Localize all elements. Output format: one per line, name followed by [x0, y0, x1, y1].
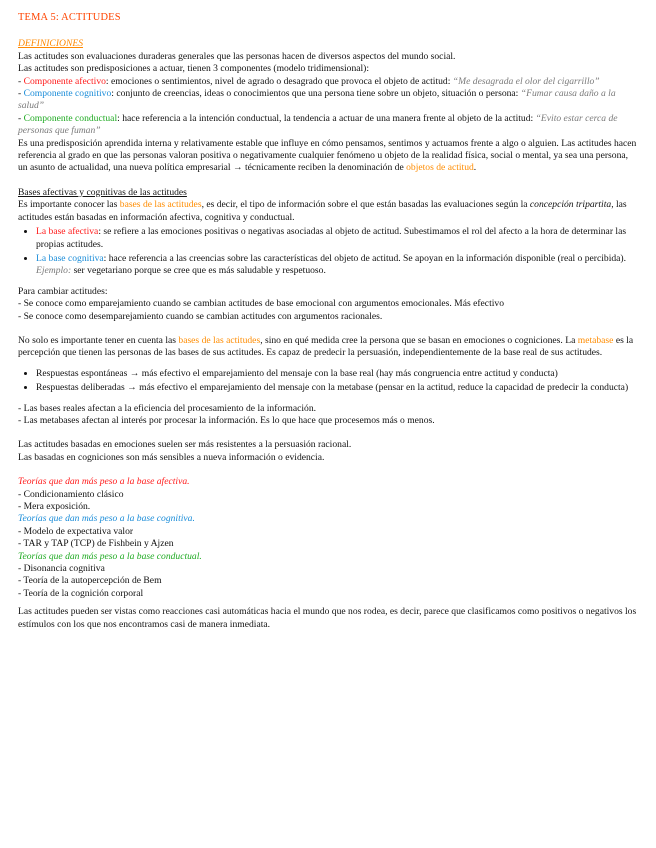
bases-highlight: bases de las actitudes — [119, 199, 202, 211]
list-item: • Respuestas deliberadas → más efectivo el emparejamiento del mensaje con la metabase (pensar en la actitud, reduce la capacidad de predecir la conducta) — [36, 382, 638, 394]
metabase-paragraph: No solo es importante tener en cuenta las bases de las actitudes, sino en qué medida cree la persona que se basan en emociones o cogniciones. La metabase es la percepción que tienen las personas de las bases de sus actitudes. Es capaz de predecir la persuasión, independientemente de la base real de sus actitudes. — [18, 334, 634, 359]
page-title: TEMA 5: ACTITUDES — [18, 12, 121, 23]
component-affective-text: : emociones o sentimientos, nivel de agrado o desagrado que provoca el objeto de actitud: — [105, 75, 453, 87]
component-cognitive-text: : conjunto de creencias, ideas o conocimientos que una persona tiene sobre un objeto, situación o persona: — [111, 88, 521, 100]
component-affective-example: “Me desagrada el olor del cigarrillo” — [452, 75, 600, 87]
list-item: - Condicionamiento clásico — [18, 488, 124, 500]
objetos-de-actitud-highlight: objetos de actitud — [406, 162, 474, 174]
resistencia-line: Las actitudes basadas en emociones suelen ser más resistentes a la persuasión racional. — [18, 439, 352, 451]
eficiencia-line: - Las bases reales afectan a la eficiencia del procesamiento de la información. — [18, 402, 317, 414]
component-affective-label: Componente afectivo — [23, 75, 106, 87]
final-paragraph: Las actitudes pueden ser vistas como reacciones casi automáticas hacia el mundo que nos rodea, es decir, parece que clasificamos como positivos o negativos los estímulos con los que nos encontramos casi de manera inmediata. — [18, 606, 637, 630]
metabase-list — [18, 368, 638, 395]
definition-line: Las actitudes son evaluaciones duraderas generales que las personas hacen de diversos aspectos del mundo social. — [18, 50, 456, 62]
eficiencia-line: - Las metabases afectan al interés por procesar la información. Es lo que hace que procesemos más o menos. — [18, 414, 435, 426]
cambiar-line: - Se conoce como desemparejamiento cuando se cambian actitudes con argumentos racionales. — [18, 310, 383, 322]
component-behavioral: - Componente conductual: hace referencia a la intención conductual, la tendencia a actuar de una manera frente al objeto de la actitud: “Evito estar cerca de personas que fuman” — [18, 112, 618, 137]
resistencia-line: Las basadas en cogniciones son más sensibles a nueva información o evidencia. — [18, 451, 325, 463]
list-item: - TAR y TAP (TCP) de Fishbein y Ajzen — [18, 538, 174, 550]
concepcion-tripartita: concepción tripartita — [529, 199, 612, 211]
bases-intro: Es importante conocer las bases de las actitudes, es decir, el tipo de información sobre el que están basadas las evaluaciones según la concepción tripartita, las actitudes están basadas en información afectiva, cognitiva y conductual. — [18, 199, 627, 223]
metabase-highlight: metabase — [577, 334, 614, 346]
list-item: - Teoría de la autopercepción de Bem — [18, 575, 162, 587]
bases-highlight: bases de las actitudes — [178, 334, 261, 346]
list-item: • Respuestas espontáneas → más efectivo el emparejamiento del mensaje con la base real (hay más congruencia entre actitud y conducta) — [36, 368, 638, 380]
example-label: Ejemplo: — [36, 265, 72, 277]
section-heading-definiciones: DEFINICIONES — [18, 38, 84, 50]
component-cognitive-example: “Fumar causa daño a la salud” — [18, 88, 616, 112]
definition-line: Las actitudes son predisposiciones a actuar, tienen 3 componentes (modelo tridimensional): — [18, 63, 370, 75]
base-afectiva-label: La base afectiva — [36, 226, 99, 238]
section-heading-cambiar: Para cambiar actitudes: — [18, 285, 108, 297]
teorias-afectiva-heading: Teorías que dan más peso a la base afectiva. — [18, 476, 190, 488]
section-heading-bases: Bases afectivas y cognitivas de las actitudes — [18, 186, 187, 198]
cambiar-line: - Se conoce como emparejamiento cuando se cambian actitudes de base emocional con argumentos emocionales. Más efectivo — [18, 298, 504, 310]
component-cognitive: - Componente cognitivo: conjunto de creencias, ideas o conocimientos que una persona tiene sobre un objeto, situación o persona: “Fumar causa daño a la salud” — [18, 88, 616, 112]
list-item: - Mera exposición. — [18, 501, 91, 512]
list-item: • La base afectiva: se refiere a las emociones positivas o negativas asociadas al objeto de actitud. Subestimamos el rol del afecto a la hora de determinar las propias actitudes. — [36, 226, 638, 251]
component-cognitive-label: Componente cognitivo — [23, 88, 112, 100]
list-item: - Teoría de la cognición corporal — [18, 587, 144, 599]
teorias-cognitiva-heading: Teorías que dan más peso a la base cognitiva. — [18, 513, 195, 525]
component-behavioral-text: : hace referencia a la intención conductual, la tendencia a actuar de una manera frente al objeto de la actitud: — [117, 112, 536, 124]
teorias-conductual-heading: Teorías que dan más peso a la base conductual. — [18, 550, 202, 562]
component-affective: - Componente afectivo: emociones o sentimientos, nivel de agrado o desagrado que provoca el objeto de actitud: “Me desagrada el olor del cigarrillo” — [18, 75, 600, 87]
list-item: - Disonancia cognitiva — [18, 563, 105, 575]
list-item: - Modelo de expectativa valor — [18, 525, 134, 537]
bases-list — [18, 226, 638, 278]
definition-paragraph: Es una predisposición aprendida interna y relativamente estable que influye en cómo pensamos, sentimos y actuamos frente a algo o alguien. Las actitudes hacen referencia al grado en que las personas valoran positiva o negativamente cualquier fenómeno u objeto de la realidad física, social o mental, ya sea una persona, un asunto de actualidad, una nueva política empresarial → técnicamente reciben la denominación de objetos de actitud. — [18, 137, 637, 174]
component-behavioral-label: Componente conductual — [23, 112, 118, 124]
component-behavioral-example: “Evito estar cerca de personas que fuman” — [18, 112, 618, 137]
base-cognitiva-label: La base cognitiva — [36, 252, 104, 264]
list-item: • La base cognitiva: hace referencia a las creencias sobre las características del objeto de actitud. Se apoyan en la información disponible (real o percibida). Ejemplo: ser vegetariano porque se cree que es más saludable y respetuoso. — [36, 253, 638, 278]
